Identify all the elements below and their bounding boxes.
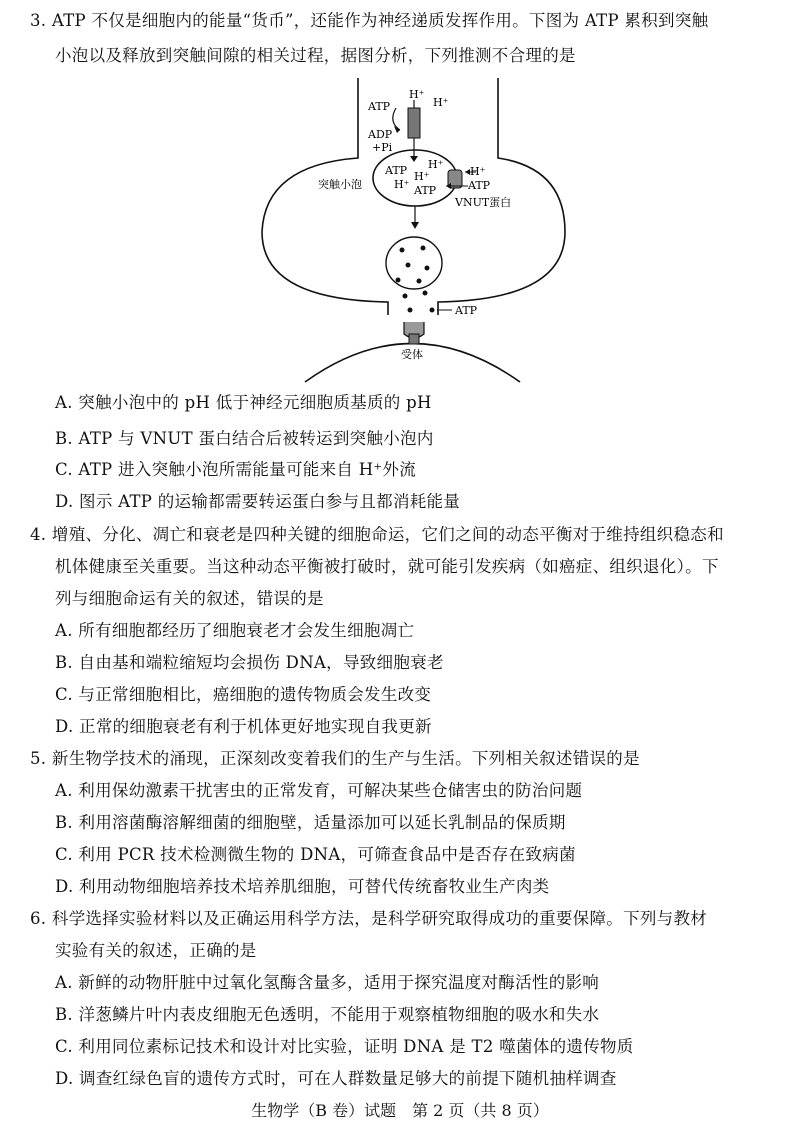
synapse-diagram bbox=[0, 0, 800, 385]
label-h-plus-1: H⁺ bbox=[409, 88, 425, 101]
label-v-h-out: H⁺ bbox=[428, 158, 444, 171]
q5-option-b: B. 利用溶菌酶溶解细菌的细胞壁，适量添加可以延长乳制品的保质期 bbox=[55, 813, 566, 832]
q6-option-b: B. 洋葱鳞片叶内表皮细胞无色透明，不能用于观察植物细胞的吸水和失水 bbox=[55, 1005, 600, 1024]
q3-stem-line2: 小泡以及释放到突触间隙的相关过程，据图分析，下列推测不合理的是 bbox=[55, 46, 576, 65]
label-atp-top: ATP bbox=[368, 100, 391, 113]
q4-option-c: C. 与正常细胞相比，癌细胞的遗传物质会发生改变 bbox=[55, 685, 432, 704]
label-adp: ADP bbox=[368, 128, 393, 141]
label-v-atp1: ATP bbox=[385, 164, 408, 177]
label-cleft-atp: ATP bbox=[455, 304, 478, 317]
q5-option-c: C. 利用 PCR 技术检测微生物的 DNA，可筛查食品中是否存在致病菌 bbox=[55, 845, 576, 864]
q3-stem-line1: 3. ATP 不仅是细胞内的能量“货币”，还能作为神经递质发挥作用。下图为 ATP 累积到突触 bbox=[30, 11, 709, 30]
label-vnut: VNUT蛋白 bbox=[455, 196, 512, 209]
q6-option-d: D. 调查红绿色盲的遗传方式时，可在人群数量足够大的前提下随机抽样调查 bbox=[55, 1069, 617, 1088]
q3-option-c: C. ATP 进入突触小泡所需能量可能来自 H⁺外流 bbox=[55, 460, 417, 479]
q4-option-b: B. 自由基和端粒缩短均会损伤 DNA，导致细胞衰老 bbox=[55, 653, 444, 672]
page-footer: 生物学（B 卷）试题 第 2 页（共 8 页） bbox=[251, 1101, 549, 1120]
label-v-h2: H⁺ bbox=[414, 170, 430, 183]
q3-option-a: A. 突触小泡中的 pH 低于神经元细胞质基质的 pH bbox=[55, 393, 432, 412]
q6-stem-line1: 6. 科学选择实验材料以及正确运用科学方法，是科学研究取得成功的重要保障。下列与教材 bbox=[30, 909, 708, 928]
q6-stem-line2: 实验有关的叙述，正确的是 bbox=[55, 941, 257, 960]
q4-stem-line2: 机体健康至关重要。当这种动态平衡被打破时，就可能引发疾病（如癌症、组织退化）。下 bbox=[55, 557, 719, 576]
q6-option-c: C. 利用同位素标记技术和设计对比实验，证明 DNA 是 T2 噬菌体的遗传物质 bbox=[55, 1037, 634, 1056]
q3-option-d: D. 图示 ATP 的运输都需要转运蛋白参与且都消耗能量 bbox=[55, 492, 461, 511]
label-v-h-out2: H⁺ bbox=[470, 165, 486, 178]
q4-option-d: D. 正常的细胞衰老有利于机体更好地实现自我更新 bbox=[55, 717, 432, 736]
q5-option-a: A. 利用保幼激素干扰害虫的正常发育，可解决某些仓储害虫的防治问题 bbox=[55, 781, 583, 800]
q4-stem-line1: 4. 增殖、分化、凋亡和衰老是四种关键的细胞命运，它们之间的动态平衡对于维持组织稳态和 bbox=[30, 525, 724, 544]
label-v-h1: H⁺ bbox=[394, 178, 410, 191]
q6-option-a: A. 新鲜的动物肝脏中过氧化氢酶含量多，适用于探究温度对酶活性的影响 bbox=[55, 973, 600, 992]
label-v-atp2: ATP bbox=[414, 184, 437, 197]
label-v-atp-out: ATP bbox=[468, 179, 491, 192]
q5-option-d: D. 利用动物细胞培养技术培养肌细胞，可替代传统畜牧业生产肉类 bbox=[55, 877, 550, 896]
label-receptor: 受体 bbox=[401, 348, 423, 361]
label-vesicle: 突触小泡 bbox=[318, 178, 362, 191]
q5-stem-line1: 5. 新生物学技术的涌现，正深刻改变着我们的生产与生活。下列相关叙述错误的是 bbox=[30, 749, 640, 768]
label-h-plus-2: H⁺ bbox=[433, 96, 449, 109]
label-pi: +Pi bbox=[372, 141, 393, 154]
q4-stem-line3: 列与细胞命运有关的叙述，错误的是 bbox=[55, 589, 324, 608]
q4-option-a: A. 所有细胞都经历了细胞衰老才会发生细胞凋亡 bbox=[55, 621, 415, 640]
q3-option-b: B. ATP 与 VNUT 蛋白结合后被转运到突触小泡内 bbox=[55, 429, 434, 448]
